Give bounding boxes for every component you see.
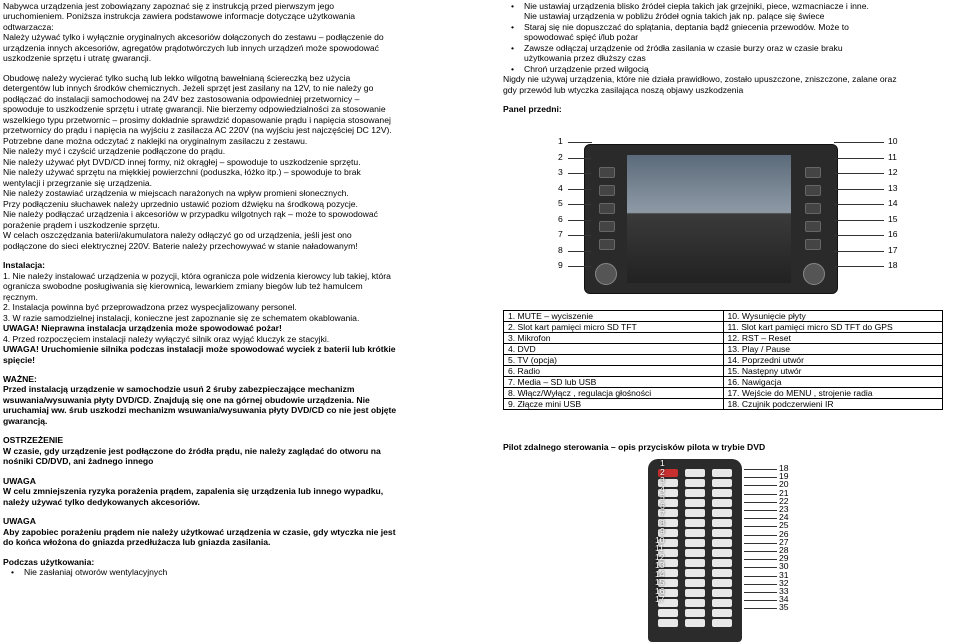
table-row: 5. TV (opcja) 14. Poprzedni utwór <box>504 355 943 366</box>
text-line: Nie należy podłączać urządzenia i akcesoriów w przypadku wilgotnych rąk – może to spowodować <box>3 209 378 220</box>
text-line: ogranicza swobodne posługiwania się kierownicą, lewarkiem zmiany biegów lub też hamulcem <box>3 281 363 292</box>
callout-line <box>568 189 592 190</box>
callout-number: 12 <box>655 551 665 562</box>
table-row: 7. Media – SD lub USB 16. Nawigacja <box>504 377 943 388</box>
caution-heading: UWAGA <box>3 516 36 527</box>
callout-line <box>744 600 777 601</box>
callout-number: 2 <box>660 466 665 477</box>
callout-line <box>834 220 884 221</box>
text-line: do końca włożona do gniazda przedłużacza lub gniazda zasilania. <box>3 537 271 548</box>
callout-line <box>744 551 777 552</box>
bullet-icon: • <box>11 567 15 578</box>
callout-number: 31 <box>779 569 789 580</box>
warning-heading: OSTRZEŻENIE <box>3 435 64 446</box>
text-line: Obudowę należy wycierać tylko suchą lub lekko wilgotną bawełnianą ściereczką bez użycia <box>3 72 351 83</box>
table-row: 6. Radio 15. Następny utwór <box>504 366 943 377</box>
remote-key <box>712 579 732 587</box>
usage-list <box>3 567 459 577</box>
callout-number: 9 <box>558 260 563 270</box>
callout-number: 25 <box>779 520 789 531</box>
bullet-icon: • <box>511 63 515 74</box>
callout-line <box>568 235 592 236</box>
callout-line <box>744 535 777 536</box>
remote-key <box>685 619 705 627</box>
callout-number: 7 <box>558 229 563 239</box>
callout-number: 1 <box>660 458 665 468</box>
bullet-icon: • <box>511 1 515 11</box>
callout-line <box>744 543 777 544</box>
callout-number: 32 <box>779 577 789 588</box>
text-line: urządzenia innych akcesoriów, agregatów prądotwórczych lub innych urządzeń może spowodować <box>3 42 379 53</box>
callout-number: 28 <box>779 545 789 555</box>
callout-number: 18 <box>779 463 789 473</box>
table-row: 1. MUTE – wyciszenie 10. Wysunięcie płyty <box>504 311 943 322</box>
callout-number: 14 <box>888 198 898 208</box>
remote-heading: Pilot zdalnego sterowania – opis przycisków pilota w trybie DVD <box>503 442 766 452</box>
callout-line <box>744 576 777 577</box>
callout-number: 10 <box>888 136 898 146</box>
callout-number: 17 <box>888 244 898 255</box>
text-line: Przy podłączeniu słuchawek należy uprzednio ustawić poziom dźwięku na środkową pozycje. <box>3 198 358 209</box>
list-item: • Chroń urządzenie przed wilgocią <box>511 63 649 74</box>
text-line: wszelkiego typu przetwornic – prosimy dokładnie sprawdzić dopasowanie prądu i napięcia stosowanej <box>3 114 391 125</box>
remote-key <box>658 609 678 617</box>
callout-line <box>568 204 592 205</box>
table-row: 9. Złącze mini USB 18. Czujnik podczerwieni IR <box>504 399 943 410</box>
text-line: Nie należy używać płyt DVD/CD innej formy, niż okrągłej – spowoduje to uszkodzenie sprzętu. <box>3 156 361 167</box>
install-heading: Instalacja: <box>3 260 46 271</box>
callout-line <box>744 526 777 527</box>
text-line: 2. Instalacja powinna być przeprowadzona przez wyspecjalizowany personel. <box>3 302 297 313</box>
callout-number: 17 <box>655 594 665 604</box>
text-line: Nie należy myć i czyścić urządzenie podłączone do prądu. <box>3 146 226 157</box>
table-row: 2. Slot kart pamięci micro SD TFT 11. Slot kart pamięci micro SD TFT do GPS <box>504 322 943 333</box>
callout-number: 13 <box>888 182 898 193</box>
callout-number: 18 <box>888 260 898 270</box>
callout-line <box>744 559 777 560</box>
safety-list <box>503 1 953 74</box>
callout-line <box>834 204 884 205</box>
text-line: odtwarzacza: <box>3 21 54 32</box>
callout-number: 26 <box>779 528 789 539</box>
callout-number: 11 <box>655 543 664 553</box>
list-item: • Nie zasłaniaj otworów wentylacyjnych <box>11 567 168 578</box>
text-line: spowoduje to uszkodzenie sprzętu i utratę gwarancji. Nie bierzemy odpowiedzialności za stosowanie <box>3 104 386 115</box>
callout-line <box>744 477 777 478</box>
callout-line <box>568 173 592 174</box>
callout-number: 15 <box>888 213 898 224</box>
callout-number: 8 <box>660 517 665 528</box>
callout-number: 35 <box>779 602 789 613</box>
callout-number: 16 <box>655 585 665 596</box>
remote-key <box>658 619 678 627</box>
text-line: gwarancją. <box>3 415 48 426</box>
remote-key <box>712 589 732 597</box>
table-row: 8. Włącz/Wyłącz , regulacja głośności 17. Wejście do MENU , strojenie radia <box>504 388 943 399</box>
table-row: 3. Mikrofon 12. RST – Reset <box>504 333 943 344</box>
front-panel-diagram <box>554 136 904 296</box>
remote-key <box>712 509 732 517</box>
callout-number: 2 <box>558 151 563 162</box>
remote-key <box>685 559 705 567</box>
callout-line <box>744 584 777 585</box>
remote-key <box>712 489 732 497</box>
callout-number: 30 <box>779 561 789 572</box>
text-line: Nie należy zostawiać urządzenia w miejscach narażonych na wpływ promieni słonecznych. <box>3 188 349 199</box>
callout-number: 9 <box>660 526 665 536</box>
callout-number: 4 <box>558 182 563 193</box>
text-line: przetwornicy do prądu i napięcia na wyjściu z zasilacza AC 220V (na wyjściu jest najczęściej DC 12V). <box>3 125 392 136</box>
callout-line <box>568 220 592 221</box>
callout-line <box>834 142 884 143</box>
callout-line <box>834 158 884 159</box>
callout-number: 7 <box>660 509 665 519</box>
bullet-icon: • <box>511 42 515 53</box>
warning-line: UWAGA! Nieprawna instalacja urządzenia może spowodować pożar! <box>3 323 282 334</box>
remote-key <box>685 549 705 557</box>
callout-number: 8 <box>558 244 563 255</box>
text-line: 4. Przed rozpoczęciem instalacji należy wyłączyć silnik oraz wyjąć kluczyk ze stacyjki. <box>3 333 330 344</box>
text-line: Należy używać tylko i wyłącznie oryginalnych akcesoriów dołączonych do zestawu – podłączenie do <box>3 32 384 43</box>
remote-key <box>712 539 732 547</box>
callout-number: 3 <box>558 167 563 177</box>
remote-key <box>712 549 732 557</box>
callout-line <box>568 158 592 159</box>
remote-key <box>685 539 705 547</box>
usage-heading: Podczas użytkowania: <box>3 556 95 567</box>
remote-key <box>712 519 732 527</box>
callout-number: 1 <box>558 136 563 146</box>
callout-number: 34 <box>779 594 789 605</box>
callout-number: 3 <box>660 475 665 485</box>
remote-key <box>712 599 732 607</box>
text-line: Nabywca urządzenia jest zobowiązany zapoznać się z instrukcją przed pierwszym jego <box>3 1 335 11</box>
callout-number: 24 <box>779 512 789 523</box>
callout-line <box>834 251 884 252</box>
remote-key <box>685 499 705 507</box>
callout-line <box>744 592 777 593</box>
remote-key <box>685 609 705 617</box>
callout-number: 12 <box>888 167 898 177</box>
callout-line <box>834 235 884 236</box>
table-row: 4. DVD 13. Play / Pause <box>504 344 943 355</box>
front-panel-heading: Panel przedni: <box>503 104 562 115</box>
callout-line <box>744 510 777 511</box>
text-line: uszkodzenie sprzętu i utratę gwarancji. <box>3 53 152 64</box>
text-line: Przed instalacją urządzenie w samochodzie usuń 2 śruby zabezpieczające mechanizm <box>3 384 355 395</box>
callout-number: 33 <box>779 586 789 596</box>
text-line: gdy przewód lub wtyczka zasilająca noszą objawy uszkodzenia <box>503 84 744 95</box>
callout-number: 14 <box>655 568 665 579</box>
list-item: • Staraj się nie dopuszczać do splątania, deptania bądź gniecenia przewodów. Może to spowodować spięć i/lub pożar <box>511 21 849 43</box>
callout-number: 5 <box>558 198 563 208</box>
remote-key <box>712 529 732 537</box>
text-line: podłączać do instalacji samochodowej na 24V bez zastosowania odpowiedniej przetwornicy – <box>3 93 360 104</box>
callout-number: 22 <box>779 495 789 506</box>
callout-number: 5 <box>660 492 665 502</box>
callout-number: 13 <box>655 560 665 570</box>
remote-key <box>685 599 705 607</box>
text-line: wsuwania/wysuwania płyty DVD/CD. Znajdują się one na górnej obudowie urządzenia. Nie <box>3 394 370 405</box>
remote-key <box>712 609 732 617</box>
list-item: • Nie ustawiaj urządzenia blisko źródeł ciepła takich jak grzejniki, piece, wzmacniacze i inne. Nie ustawiaj urządzenia w pobliżu źródeł ognia takich jak np. palące się świece <box>511 1 869 22</box>
head-unit-image <box>584 144 838 294</box>
caution-heading: UWAGA <box>3 475 36 486</box>
callout-line <box>744 608 777 609</box>
text-line: Aby zapobiec porażeniu prądem nie należy użytkować urządzenia w czasie, gdy wtyczka nie jest <box>3 526 396 537</box>
callout-number: 6 <box>558 213 563 224</box>
right-column <box>503 1 953 115</box>
text-line: detergentów lub innych środków chemicznych. Jeżeli sprzęt jest zasilany na 12V, to nie należy go <box>3 83 374 94</box>
text-line: Nie należy używać sprzętu na miękkiej powierzchni (poduszka, łóżko itp.) – spowoduje to brak <box>3 167 361 178</box>
warning-line: spięcie! <box>3 354 36 365</box>
callout-number: 23 <box>779 504 789 514</box>
callout-number: 16 <box>888 229 898 239</box>
callout-line <box>744 469 777 470</box>
callout-number: 20 <box>779 479 789 490</box>
remote-key <box>685 469 705 477</box>
callout-number: 10 <box>655 534 665 545</box>
bullet-icon: • <box>511 21 515 32</box>
remote-key <box>685 529 705 537</box>
text-line: należy używać tylko dedykowanych akcesoriów. <box>3 496 200 507</box>
callout-number: 15 <box>655 577 665 587</box>
left-column <box>3 1 459 578</box>
remote-key <box>712 469 732 477</box>
text-line: ręcznym. <box>3 291 38 302</box>
text-line: uruchomieniem. Poniższa instrukcja zawiera podstawowe informacje dotyczące użytkowania <box>3 11 356 22</box>
text-line: podłączone do sieci elektrycznej 220V. Baterie należy przechowywać w stanie naładowanym! <box>3 240 358 251</box>
text-line: 3. W razie samodzielnej instalacji, konieczne jest zapoznanie się ze schematem okablowania. <box>3 312 360 323</box>
callout-line <box>744 567 777 568</box>
callout-number: 11 <box>888 151 897 162</box>
callout-number: 27 <box>779 536 789 547</box>
list-item: • Zawsze odłączaj urządzenie od źródła zasilania w czasie burzy oraz w czasie braku użytkowania przez dłuższy czas <box>511 42 843 64</box>
warning-line: UWAGA! Uruchomienie silnika podczas instalacji może spowodować wyciek z baterii lub krótkie <box>3 344 396 355</box>
remote-key <box>712 479 732 487</box>
care-paragraph <box>3 73 459 251</box>
remote-key <box>712 569 732 577</box>
text-line: 1. Nie należy instalować urządzenia w pozycji, która ogranicza pole widzenia kierowcy lub takiej, która <box>3 270 391 281</box>
text-line: nośniki CD/DVD, ani żadnego innego <box>3 456 154 467</box>
text-line: uruchamiaj ww. śrub uszkodzi mechanizm wsuwania/wysuwania płyty DVD/CD co nie jest objęte <box>3 405 397 416</box>
text-line: W celu zmniejszenia ryzyka porażenia prądem, zapalenia się urządzenia lub innego wypadku, <box>3 486 384 497</box>
remote-key <box>685 479 705 487</box>
callout-line <box>744 502 777 503</box>
callout-line <box>568 251 592 252</box>
callout-line <box>568 142 592 143</box>
callout-line <box>744 485 777 486</box>
callout-number: 21 <box>779 487 789 498</box>
callout-line <box>744 518 777 519</box>
text-line: W celach oszczędzania baterii/akumulatora należy odłączyć go od urządzenia, jeśli jest ono <box>3 230 352 241</box>
callout-number: 29 <box>779 553 789 564</box>
text-line: Potrzebne dane można odczytać z naklejki na oryginalnym zasilaczu z zestawu. <box>3 135 308 146</box>
text-line: wentylacji i przegrzanie się urządzenia. <box>3 177 153 188</box>
callout-line <box>834 266 884 267</box>
callout-line <box>834 189 884 190</box>
remote-key <box>712 619 732 627</box>
remote-key <box>685 509 705 517</box>
important-heading: WAŻNE: <box>3 373 37 384</box>
callout-number: 19 <box>779 471 789 482</box>
intro-paragraph <box>3 1 459 64</box>
remote-key <box>712 559 732 567</box>
screen-image <box>627 155 791 283</box>
text-line: porażenie prądem i uszkodzenie sprzętu. <box>3 219 160 230</box>
text-line: W czasie, gdy urządzenie jest podłączone do źródła prądu, nie należy zaglądać do otworu na <box>3 445 381 456</box>
remote-key <box>685 489 705 497</box>
callout-line <box>568 266 592 267</box>
install-section <box>3 271 459 365</box>
remote-key <box>712 499 732 507</box>
remote-key <box>685 569 705 577</box>
callout-number: 6 <box>660 500 665 511</box>
remote-key <box>685 519 705 527</box>
callout-line <box>744 494 777 495</box>
text-line: Nigdy nie używaj urządzenia, które nie działa prawidłowo, zostało upuszczone, zniszczone, zalane oraz <box>503 74 897 85</box>
callout-line <box>834 173 884 174</box>
remote-key <box>685 589 705 597</box>
remote-key <box>685 579 705 587</box>
callout-number: 4 <box>660 483 665 494</box>
feature-table <box>503 310 943 410</box>
